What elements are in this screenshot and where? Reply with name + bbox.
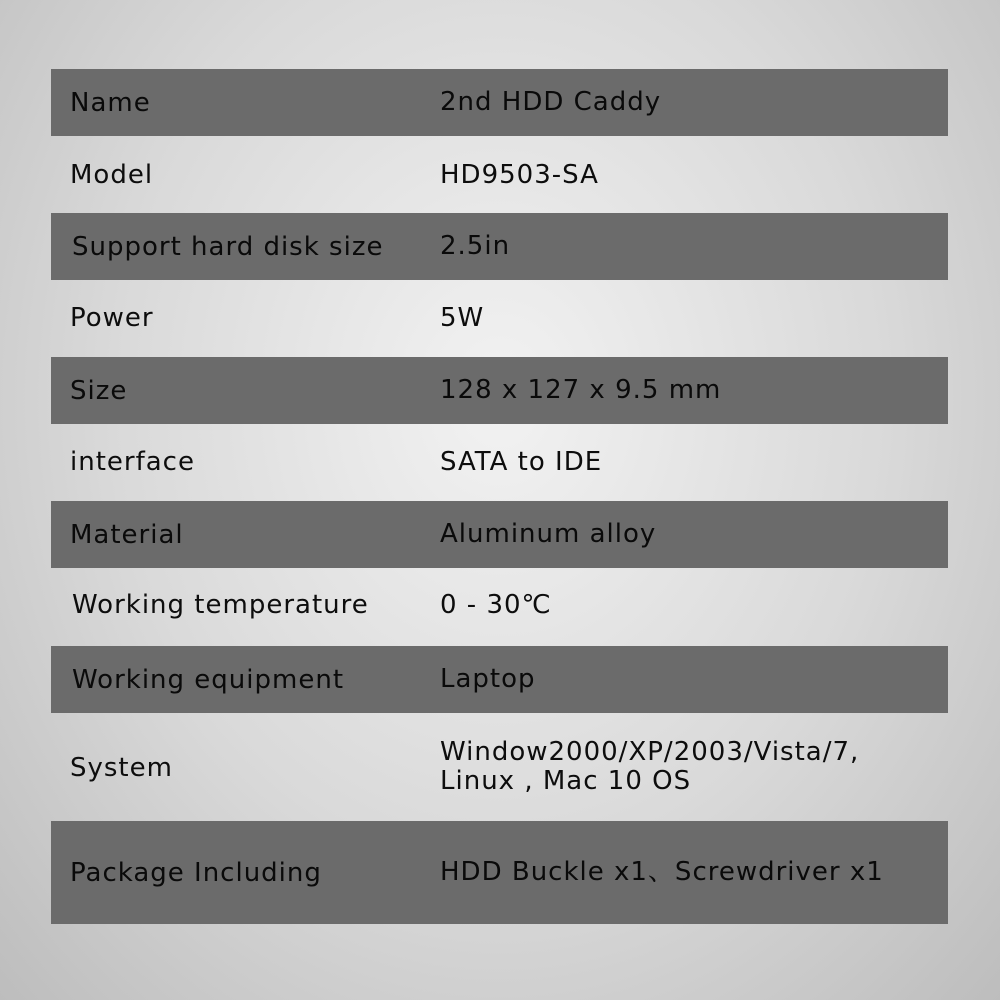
spec-row-model xyxy=(51,142,948,208)
spec-value: Laptop xyxy=(440,664,536,694)
spec-value: 2.5in xyxy=(440,231,511,261)
spec-label: Support hard disk size xyxy=(72,231,384,262)
spec-label: Working temperature xyxy=(72,590,369,620)
spec-label: Working equipment xyxy=(72,664,345,695)
spec-row-disk-size xyxy=(51,213,948,280)
spec-value-line: Window2000/XP/2003/Vista/7, xyxy=(440,737,860,767)
spec-label: Name xyxy=(70,87,151,118)
spec-row-interface xyxy=(51,429,948,495)
spec-label: interface xyxy=(70,447,195,477)
spec-label: System xyxy=(70,752,173,783)
spec-row-package xyxy=(51,821,948,924)
spec-value: 128 x 127 x 9.5 mm xyxy=(440,375,722,405)
spec-label: Power xyxy=(70,303,154,333)
spec-row-working-equipment xyxy=(51,646,948,713)
spec-value: SATA to IDE xyxy=(440,446,603,477)
spec-label: Model xyxy=(70,160,154,190)
spec-row-power xyxy=(51,285,948,351)
spec-row-size xyxy=(51,357,948,424)
spec-label: Size xyxy=(70,375,128,406)
spec-row-system xyxy=(51,719,948,816)
spec-value-system xyxy=(440,738,859,796)
spec-label: Material xyxy=(70,519,184,550)
spec-row-working-temperature xyxy=(51,572,948,638)
spec-value: 2nd HDD Caddy xyxy=(440,87,662,117)
spec-value: 5W xyxy=(440,302,485,333)
spec-value: 0 - 30℃ xyxy=(440,589,552,620)
spec-row-material xyxy=(51,501,948,568)
spec-value: HD9503-SA xyxy=(440,159,599,190)
spec-value-line: Linux , Mac 10 OS xyxy=(440,766,692,796)
spec-value: HDD Buckle x1、Screwdriver x1 xyxy=(440,857,884,887)
spec-label: Package Including xyxy=(70,857,322,888)
spec-row-name xyxy=(51,69,948,136)
spec-value: Aluminum alloy xyxy=(440,519,657,549)
